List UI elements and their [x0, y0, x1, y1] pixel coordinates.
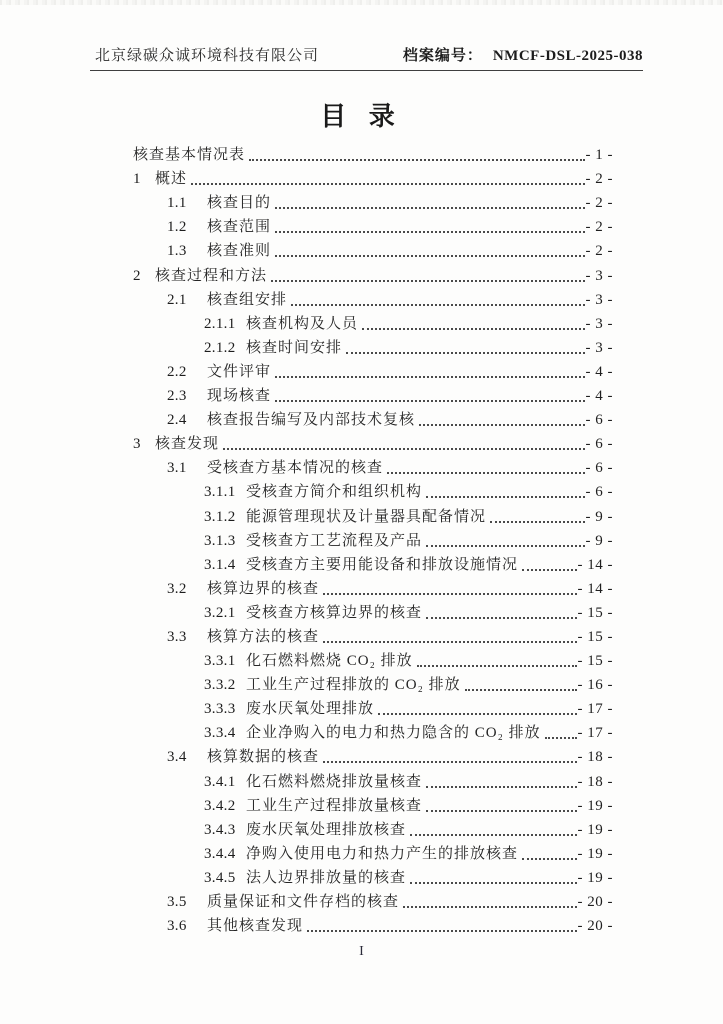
toc-entry-number: 3.6	[167, 918, 187, 935]
toc-dot-leader	[275, 376, 584, 378]
toc-entry-page: - 4 -	[585, 388, 613, 405]
toc-entry	[95, 670, 613, 694]
toc-entry-page: - 14 -	[577, 556, 613, 573]
toc-dot-leader	[275, 207, 584, 209]
toc-entry-number: 3.1.2	[204, 508, 236, 525]
toc-entry	[95, 598, 613, 622]
toc-entry-page: - 1 -	[585, 147, 613, 164]
toc-entry-label: 受核查方核算边界的核查	[246, 604, 423, 621]
toc-entry	[95, 501, 613, 525]
toc-entry-page: - 20 -	[577, 894, 613, 910]
toc-entry	[95, 526, 613, 550]
footer-page-number: I	[359, 944, 364, 959]
toc-dot-leader	[387, 472, 584, 474]
toc-list	[95, 140, 613, 935]
toc-entry	[95, 791, 613, 815]
toc-entry-number: 3.3.4	[204, 725, 236, 742]
toc-entry-page: - 16 -	[577, 677, 613, 694]
toc-entry-page: - 9 -	[585, 532, 613, 549]
toc-entry-number: 3.1.4	[204, 556, 236, 573]
toc-entry-number: 1.1	[167, 195, 187, 212]
toc-entry-label: 核算方法的核查	[207, 628, 320, 645]
toc-dot-leader	[362, 328, 584, 330]
toc-entry	[95, 405, 613, 429]
toc-entry-label: 核查时间安排	[246, 339, 343, 356]
toc-entry	[95, 839, 613, 863]
toc-entry-label: 净购入使用电力和热力产生的排放核查	[246, 845, 519, 862]
toc-entry	[95, 815, 613, 839]
toc-entry-label: 核查范围	[207, 219, 272, 236]
toc-dot-leader	[426, 786, 576, 788]
toc-entry-page: - 6 -	[585, 484, 613, 501]
toc-entry-label: 其他核查发现	[207, 918, 304, 935]
toc-entry-number: 2.1.2	[204, 339, 236, 356]
toc-entry	[95, 574, 613, 598]
toc-entry	[95, 911, 613, 935]
toc-entry-number: 3.3	[167, 628, 187, 645]
toc-entry-label: 核查过程和方法	[155, 267, 268, 284]
toc-entry	[95, 550, 613, 574]
toc-entry-number: 1.3	[167, 243, 187, 260]
toc-entry-label: 废水厌氧处理排放核查	[246, 821, 407, 838]
toc-entry-number: 3.3.2	[204, 677, 236, 694]
toc-entry-number: 1.2	[167, 219, 187, 236]
toc-dot-leader	[426, 617, 576, 619]
toc-dot-leader	[426, 810, 576, 812]
toc-entry-number: 3.1.3	[204, 532, 236, 549]
toc-entry-page: - 14 -	[577, 580, 613, 597]
toc-entry-label: 核查准则	[207, 243, 272, 260]
toc-dot-leader	[410, 834, 576, 836]
toc-entry-label: 核算边界的核查	[207, 580, 320, 597]
toc-entry-page: - 9 -	[585, 508, 613, 525]
toc-entry-page: - 2 -	[585, 219, 613, 236]
toc-entry-page: - 19 -	[577, 845, 613, 862]
toc-entry-label: 核查目的	[207, 195, 272, 212]
toc-dot-leader	[275, 231, 584, 233]
toc-entry-label: 质量保证和文件存档的核查	[207, 894, 400, 910]
toc-entry-number: 3.4.3	[204, 821, 236, 838]
toc-entry	[95, 622, 613, 646]
toc-entry	[95, 188, 613, 212]
toc-entry-page: - 19 -	[577, 797, 613, 814]
toc-dot-leader	[426, 496, 584, 498]
toc-entry-page: - 18 -	[577, 749, 613, 766]
archive-label: 档案编号：	[402, 48, 483, 64]
toc-entry-label: 能源管理现状及计量器具配备情况	[246, 508, 487, 525]
archive-number-group	[403, 44, 643, 65]
toc-entry-page: - 2 -	[585, 195, 613, 212]
toc-entry	[95, 164, 613, 188]
toc-dot-leader	[223, 448, 584, 450]
toc-entry	[95, 718, 613, 742]
toc-entry-number: 3.3.1	[204, 653, 236, 670]
toc-entry-number: 3.4.4	[204, 845, 236, 862]
toc-entry-page: - 3 -	[585, 291, 613, 308]
toc-dot-leader	[271, 280, 584, 282]
page-title: 目 录	[320, 102, 403, 131]
toc-entry-label: 受核查方主要用能设备和排放设施情况	[246, 556, 519, 573]
toc-entry	[95, 260, 613, 284]
toc-dot-leader	[275, 400, 584, 402]
toc-entry-page: - 15 -	[577, 628, 613, 645]
toc-entry	[95, 694, 613, 718]
toc-entry-number: 2.3	[167, 388, 187, 405]
toc-entry	[95, 887, 613, 911]
toc-entry	[95, 140, 613, 164]
toc-dot-leader	[465, 689, 577, 691]
toc-entry-number: 2.1.1	[204, 315, 236, 332]
toc-entry-number: 2	[133, 267, 141, 284]
toc-entry-page: - 4 -	[585, 363, 613, 380]
toc-dot-leader	[426, 545, 584, 547]
toc-entry-label: 文件评审	[207, 363, 272, 380]
toc-entry-number: 3.5	[167, 894, 187, 910]
toc-entry-number: 2.2	[167, 363, 187, 380]
toc-entry-number: 3.4.2	[204, 797, 236, 814]
toc-entry-label: 核查报告编写及内部技术复核	[207, 412, 416, 429]
toc-entry	[95, 477, 613, 501]
toc-entry-number: 3.4	[167, 749, 187, 766]
toc-entry	[95, 309, 613, 333]
toc-entry	[95, 646, 613, 670]
toc-entry-label: 工业生产过程排放量核查	[246, 797, 423, 814]
toc-dot-leader	[323, 593, 576, 595]
toc-dot-leader	[346, 352, 584, 354]
toc-entry-label: 核查基本情况表	[133, 147, 246, 164]
toc-entry-label: 现场核查	[207, 388, 272, 405]
toc-entry	[95, 212, 613, 236]
toc-entry	[95, 333, 613, 357]
toc-entry	[95, 766, 613, 790]
toc-entry-page: - 2 -	[585, 171, 613, 188]
toc-entry	[95, 236, 613, 260]
document-header	[90, 44, 643, 71]
toc-entry-label: 概述	[155, 171, 188, 188]
toc-dot-leader	[291, 304, 584, 306]
toc-entry-number: 3.2	[167, 580, 187, 597]
toc-entry-number: 1	[133, 171, 141, 188]
toc-entry-label: 化石燃料燃烧排放量核查	[246, 773, 423, 790]
toc-dot-leader	[410, 882, 576, 884]
toc-entry-number: 3.1.1	[204, 484, 236, 501]
company-name: 北京绿碳众诚环境科技有限公司	[95, 48, 320, 64]
toc-entry-label: 企业净购入的电力和热力隐含的 CO₂ 排放	[246, 725, 541, 742]
toc-dot-leader	[490, 521, 584, 523]
toc-dot-leader	[249, 159, 584, 161]
toc-entry-page: - 6 -	[585, 460, 613, 477]
toc-entry-number: 2.1	[167, 291, 187, 308]
toc-entry-page: - 6 -	[585, 412, 613, 429]
toc-entry-number: 3.2.1	[204, 604, 236, 621]
toc-entry-label: 受核查方基本情况的核查	[207, 460, 384, 477]
toc-dot-leader	[323, 641, 576, 643]
toc-dot-leader	[522, 569, 576, 571]
toc-entry-label: 化石燃料燃烧 CO₂ 排放	[246, 653, 413, 670]
toc-dot-leader	[323, 761, 576, 763]
toc-entry	[95, 453, 613, 477]
toc-dot-leader	[191, 183, 584, 185]
toc-entry-page: - 15 -	[577, 653, 613, 670]
scan-noise-strip	[0, 0, 723, 5]
toc-entry	[95, 863, 613, 887]
toc-entry-label: 受核查方工艺流程及产品	[246, 532, 423, 549]
toc-entry-label: 工业生产过程排放的 CO₂ 排放	[246, 677, 461, 694]
toc-dot-leader	[275, 255, 584, 257]
toc-entry-page: - 18 -	[577, 773, 613, 790]
toc-entry-page: - 19 -	[577, 869, 613, 886]
toc-entry-label: 受核查方简介和组织机构	[246, 484, 423, 501]
toc-entry	[95, 429, 613, 453]
toc-entry	[95, 357, 613, 381]
toc-entry-label: 核查发现	[155, 436, 220, 453]
toc-entry-label: 核算数据的核查	[207, 749, 320, 766]
toc-dot-leader	[378, 713, 576, 715]
toc-entry-number: 3.3.3	[204, 701, 236, 718]
toc-entry-label: 法人边界排放量的核查	[246, 869, 407, 886]
toc-entry-page: - 15 -	[577, 604, 613, 621]
toc-dot-leader	[417, 665, 577, 667]
toc-entry-page: - 17 -	[577, 725, 613, 742]
toc-entry-label: 核查机构及人员	[246, 315, 359, 332]
toc-dot-leader	[403, 906, 576, 908]
toc-entry-number: 3.1	[167, 460, 187, 477]
toc-dot-leader	[307, 930, 576, 932]
toc-entry-number: 3.4.5	[204, 869, 236, 886]
toc-entry-page: - 3 -	[585, 267, 613, 284]
toc-entry-number: 3.4.1	[204, 773, 236, 790]
toc-entry-page: - 17 -	[577, 701, 613, 718]
toc-entry	[95, 381, 613, 405]
toc-entry-page: - 19 -	[577, 821, 613, 838]
toc-entry-page: - 6 -	[585, 436, 613, 453]
toc-entry-number: 2.4	[167, 412, 187, 429]
toc-entry-label: 核查组安排	[207, 291, 288, 308]
toc-entry-page: - 20 -	[577, 918, 613, 935]
toc-entry-label: 废水厌氧处理排放	[246, 701, 375, 718]
archive-number: NMCF-DSL-2025-038	[492, 48, 643, 64]
toc-dot-leader	[522, 858, 576, 860]
toc-entry-page: - 3 -	[585, 339, 613, 356]
toc-entry	[95, 742, 613, 766]
toc-entry-number: 3	[133, 436, 141, 453]
toc-entry	[95, 285, 613, 309]
toc-dot-leader	[545, 737, 577, 739]
toc-entry-page: - 2 -	[585, 243, 613, 260]
toc-dot-leader	[419, 424, 584, 426]
toc-entry-page: - 3 -	[585, 315, 613, 332]
